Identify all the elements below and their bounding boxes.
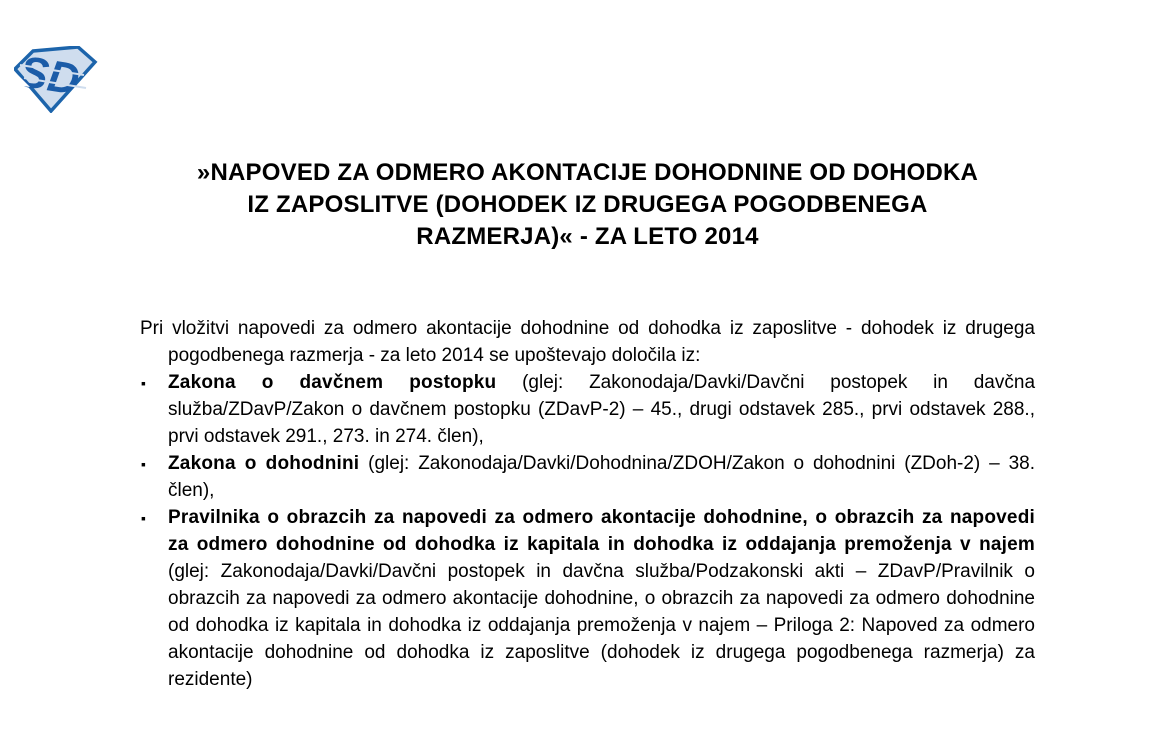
sd-shield-logo [14, 46, 98, 113]
reference-name: Zakona o davčnem postopku [168, 372, 497, 393]
document-body [140, 315, 1035, 693]
list-item-zdoh [140, 450, 1035, 504]
reference-name: Zakona o dohodnini [168, 453, 360, 474]
title-line-3: RAZMERJA)« - ZA LETO 2014 [416, 223, 759, 250]
reference-name: Pravilnika o obrazcih za napovedi za odmero akontacije dohodnine, o obrazcih za napovedi za odmero dohodnine od dohodka iz kapitala in dohodka iz oddajanja premoženja v najem [168, 507, 1035, 555]
list-item-pravilnik [140, 504, 1035, 693]
title-line-1: »NAPOVED ZA ODMERO AKONTACIJE DOHODNINE OD DOHODKA [196, 159, 979, 186]
list-item-zdavp [140, 369, 1035, 450]
title-line-2: IZ ZAPOSLITVE (DOHODEK IZ DRUGEGA POGODBENEGA [247, 191, 928, 218]
bullet-marker: ▪ [141, 375, 146, 391]
bullet-marker: ▪ [141, 456, 146, 472]
legal-references-list [140, 369, 1035, 693]
sd-shield-icon [14, 46, 98, 113]
document-title [140, 157, 1035, 253]
reference-detail: (glej: Zakonodaja/Davki/Davčni postopek in davčna služba/ZDavP/Zakon o davčnem postopku (ZDavP-2) – 45., drugi odstavek 285., prvi odstavek 288., prvi odstavek 291., 273. in 274. člen), [168, 372, 1036, 447]
svg-text:SD: SD [15, 46, 84, 105]
bullet-marker: ▪ [141, 510, 146, 526]
intro-paragraph: Pri vložitvi napovedi za odmero akontacije dohodnine od dohodka iz zaposlitve - dohodek iz drugega pogodbenega razmerja - za leto 2014 se upoštevajo določila iz: [140, 318, 1035, 366]
reference-detail: (glej: Zakonodaja/Davki/Davčni postopek in davčna služba/Podzakonski akti – ZDavP/Pravilnik o obrazcih za napovedi za odmero akontacije dohodnine, o obrazcih za napovedi za odmero dohodnine od dohodka iz kapitala in dohodka iz oddajanja premoženja v najem – Priloga 2: Napoved za odmero akontacije dohodnine od dohodka iz zaposlitve (dohodek iz drugega pogodbenega razmerja) za rezidente) [168, 561, 1035, 690]
reference-detail: (glej: Zakonodaja/Davki/Dohodnina/ZDOH/Zakon o dohodnini (ZDoh-2) – 38. člen), [168, 453, 1035, 501]
